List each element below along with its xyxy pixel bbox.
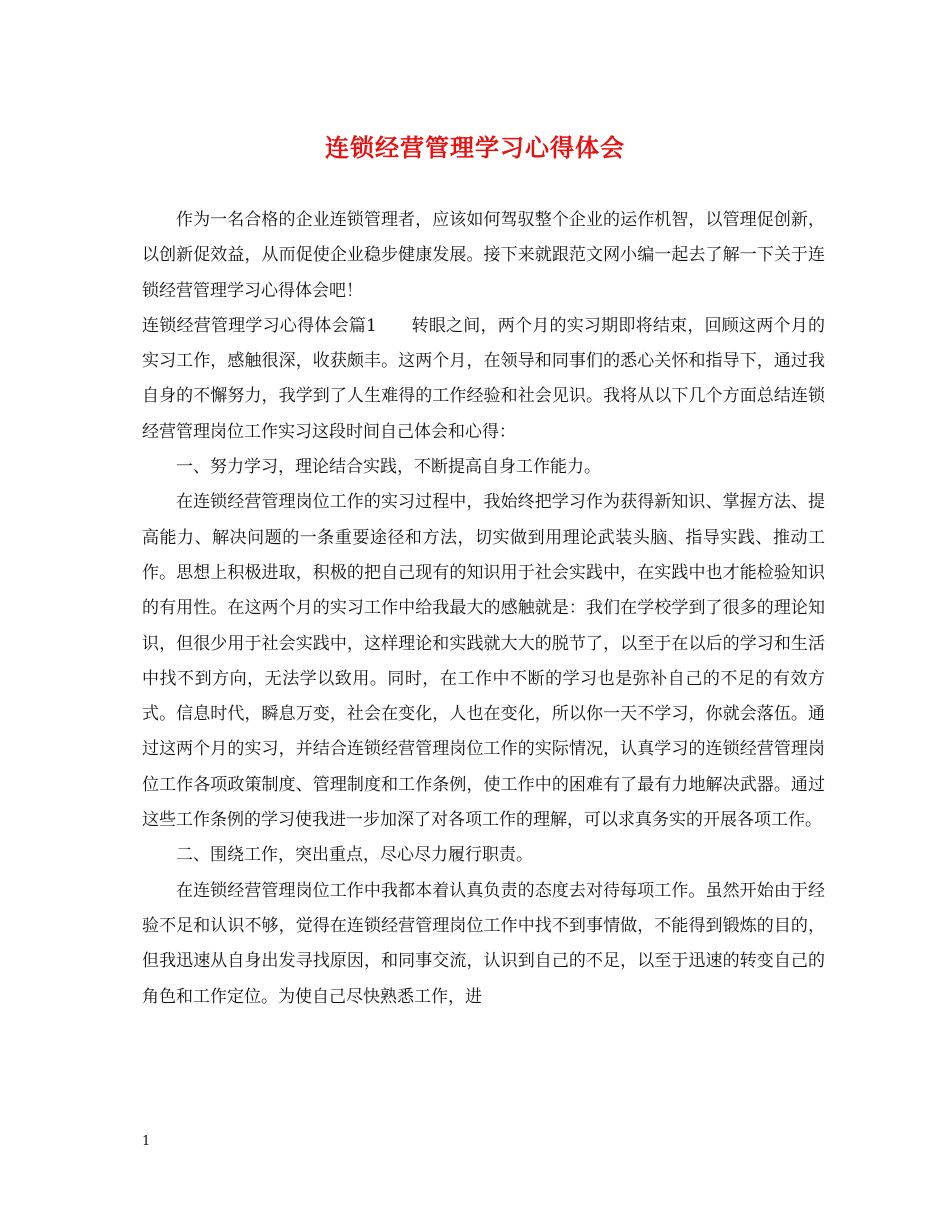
paragraph-duty: 在连锁经营管理岗位工作中我都本着认真负责的态度去对待每项工作。虽然开始由于经验不足和认识不够，觉得在连锁经营管理岗位工作中找不到事情做，不能得到锻炼的目的，但我迅速从自身出发寻找原因，和同事交流，认识到自己的不足，以至于迅速的转变自己的角色和工作定位。为使自己尽快熟悉工作，进 <box>142 880 825 1007</box>
paragraph-heading-2: 二、围绕工作，突出重点，尽心尽力履行职责。 <box>176 845 533 866</box>
paragraph-article-1: 连锁经营管理学习心得体会篇1 转眼之间，两个月的实习期即将结束，回顾这两个月的实习工作，感触很深，收获颇丰。这两个月，在领导和同事们的悉心关怀和指导下，通过我自身的不懈努力，我学到了人生难得的工作经验和社会见识。我将从以下几个方面总结连锁经营管理岗位工作实习这段时间自己体会和心得： <box>142 315 825 442</box>
page-number: 1 <box>142 1134 151 1149</box>
paragraph-heading-1: 一、努力学习，理论结合实践，不断提高自身工作能力。 <box>176 457 601 478</box>
paragraph-study: 在连锁经营管理岗位工作的实习过程中，我始终把学习作为获得新知识、掌握方法、提高能力、解决问题的一条重要途径和方法，切实做到用理论武装头脑、指导实践、推动工作。思想上积极进取，积极的把自己现有的知识用于社会实践中，在实践中也才能检验知识的有用性。在这两个月的实习工作中给我最大的感触就是：我们在学校学到了很多的理论知识，但很少用于社会实践中，这样理论和实践就大大的脱节了，以至于在以后的学习和生活中找不到方向，无法学以致用。同时，在工作中不断的学习也是弥补自己的不足的有效方式。信息时代，瞬息万变，社会在变化，人也在变化，所以你一天不学习，你就会落伍。通过这两个月的实习，并结合连锁经营管理岗位工作的实际情况，认真学习的连锁经营管理岗位工作各项政策制度、管理制度和工作条例，使工作中的困难有了最有力地解决武器。通过这些工作条例的学习使我进一步加深了对各项工作的理解，可以求真务实的开展各项工作。 <box>142 492 825 831</box>
document-body <box>142 203 825 1015</box>
paragraph-intro: 作为一名合格的企业连锁管理者，应该如何驾驭整个企业的运作机智，以管理促创新，以创新促效益，从而促使企业稳步健康发展。接下来就跟范文网小编一起去了解一下关于连锁经营管理学习心得体会吧！ <box>142 210 825 301</box>
document-title: 连锁经营管理学习心得体会 <box>325 133 625 162</box>
